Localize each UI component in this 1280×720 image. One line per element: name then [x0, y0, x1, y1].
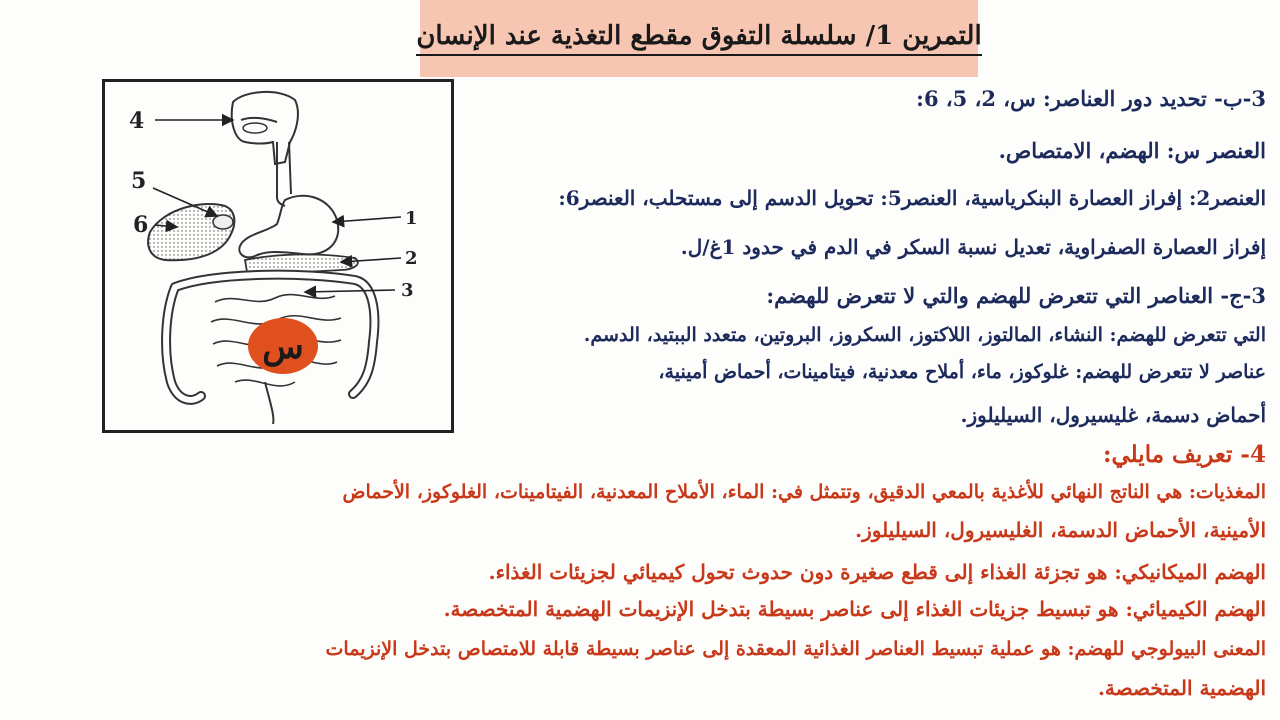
element-6-role: إفراز العصارة الصفراوية، تعديل نسبة السكر في الدم في حدود 1غ/ل. — [680, 235, 1266, 259]
title-banner — [416, 0, 982, 77]
element-x-role: العنصر س: الهضم، الامتصاص. — [998, 138, 1266, 163]
mechanical-digestion-definition: الهضم الميكانيكي: هو تجزئة الغذاء إلى قطع صغيرة دون حدوث تحول كيميائي لجزيئات الغذاء. — [488, 560, 1266, 584]
esophagus-right — [289, 142, 291, 194]
undigested-elements-cont: أحماض دسمة، غليسيرول، السيليلوز. — [960, 403, 1266, 427]
label-5: 5 — [131, 168, 147, 194]
rectum — [265, 382, 273, 424]
gallbladder — [213, 215, 233, 229]
liver — [148, 204, 234, 260]
label-2: 2 — [405, 248, 418, 269]
mouth-line — [241, 118, 277, 122]
page-title: التمرين 1/ سلسلة التفوق مقطع التغذية عند الإنسان — [416, 21, 981, 56]
label-x: س — [262, 327, 304, 367]
chemical-digestion-definition: الهضم الكيميائي: هو تبسيط جزيئات الغذاء إلى عناصر بسيطة بتدخل الإنزيمات الهضمية المتخصصة. — [443, 597, 1266, 621]
nutrients-definition-cont: الأمينية، الأحماض الدسمة، الغليسيرول، السيليلوز. — [855, 518, 1266, 542]
section-3c-heading: 3-ج- العناصر التي تتعرض للهضم والتي لا تتعرض للهضم: — [766, 283, 1266, 308]
elements-2-5-6-role: العنصر2: إفراز العصارة البنكرياسية، العنصر5: تحويل الدسم إلى مستحلب، العنصر6: — [558, 186, 1266, 210]
head-outline — [232, 92, 298, 164]
nutrients-definition: المغذيات: هي الناتج النهائي للأغذية بالمعي الدقيق، وتتمثل في: الماء، الأملاح المعدنية، الفيتامينات، الغلوكوز، الأحماض — [342, 481, 1266, 503]
digestive-system-drawing — [105, 82, 451, 430]
biological-meaning-definition-cont: الهضمية المتخصصة. — [1097, 676, 1266, 700]
arrow-1 — [333, 217, 401, 222]
section-4-heading: 4- تعريف مايلي: — [1103, 441, 1266, 468]
arrow-3 — [305, 290, 395, 292]
digested-elements: التي تتعرض للهضم: النشاء، المالتوز، اللاكتوز، السكروز، البروتين، متعدد الببتيد، الدسم. — [583, 324, 1266, 346]
tongue-outline — [243, 123, 267, 133]
biological-meaning-definition: المعنى البيولوجي للهضم: هو عملية تبسيط العناصر الغذائية المعقدة إلى عناصر بسيطة قابلة للامتصاص بتدخل الإنزيمات — [325, 638, 1266, 660]
label-1: 1 — [405, 208, 418, 229]
stomach — [239, 196, 338, 258]
label-3: 3 — [401, 280, 414, 301]
digestive-system-diagram — [102, 79, 454, 433]
section-3b-heading: 3-ب- تحديد دور العناصر: س، 2، 5، 6: — [916, 86, 1266, 111]
esophagus-left — [277, 142, 285, 206]
undigested-elements: عناصر لا تتعرض للهضم: غلوكوز، ماء، أملاح معدنية، فيتامينات، أحماض أمينية، — [658, 361, 1266, 383]
label-6: 6 — [133, 212, 149, 238]
label-4: 4 — [129, 108, 145, 134]
